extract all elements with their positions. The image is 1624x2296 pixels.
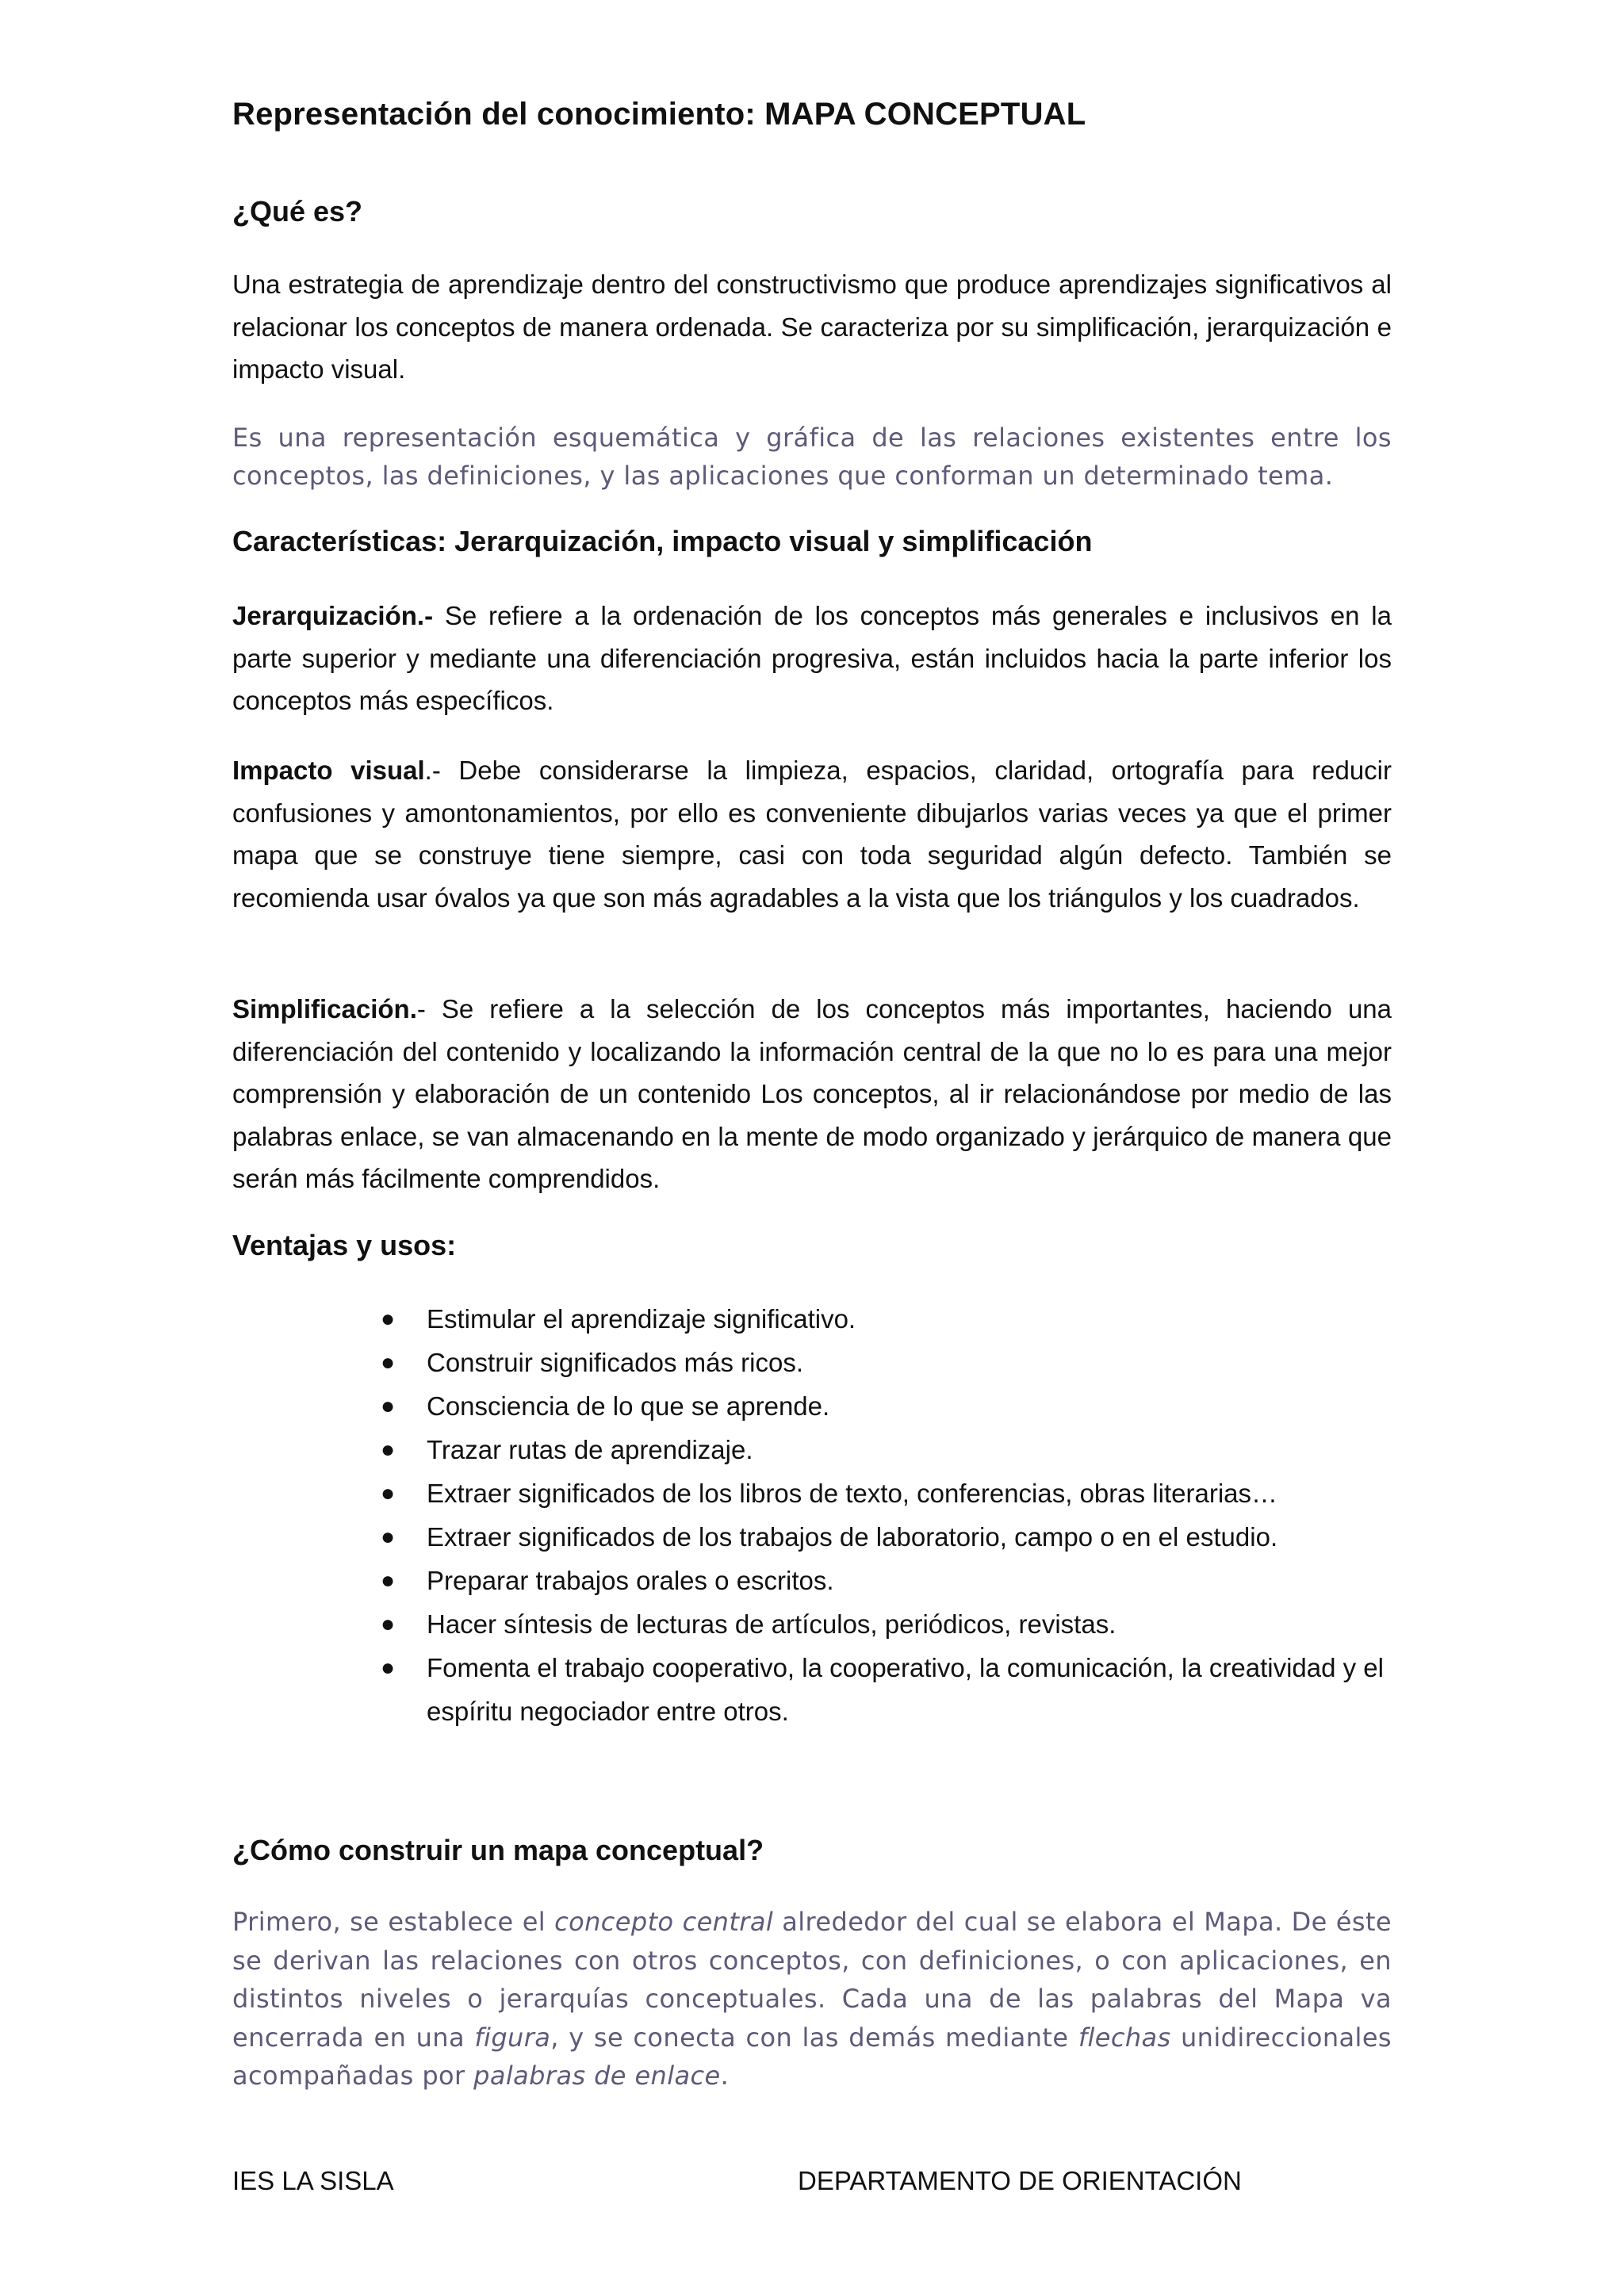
term-simplificacion: Simplificación. bbox=[232, 994, 417, 1024]
footer-department: DEPARTAMENTO DE ORIENTACIÓN bbox=[798, 2166, 1242, 2195]
paragraph-impacto-visual bbox=[232, 749, 1392, 919]
list-item: ● Estimular el aprendizaje significativo. bbox=[427, 1297, 1396, 1341]
paragraph-representation: Es una representación esquemática y gráfica de las relaciones existentes entre los conceptos, las definiciones, y las aplicaciones que conforman un determinado tema. bbox=[232, 423, 1392, 491]
list-item: ● Preparar trabajos orales o escritos. bbox=[427, 1559, 1396, 1602]
bullet-icon: ● bbox=[381, 1655, 396, 1681]
list-item: ● Hacer síntesis de lecturas de artículos, periódicos, revistas. bbox=[427, 1602, 1396, 1646]
list-item: ● Trazar rutas de aprendizaje. bbox=[427, 1428, 1396, 1471]
term-impacto-visual: Impacto visual bbox=[232, 756, 425, 785]
list-item: ● Extraer significados de los libros de texto, conferencias, obras literarias… bbox=[427, 1471, 1396, 1515]
bullet-icon: ● bbox=[381, 1524, 396, 1550]
paragraph-simplificacion bbox=[232, 988, 1392, 1200]
bullet-icon: ● bbox=[381, 1567, 396, 1594]
bullet-icon: ● bbox=[381, 1393, 396, 1419]
text-simplificacion: - Se refiere a la selección de los conceptos más importantes, haciendo una diferenciación del contenido y localizando la información central de la que no lo es para una mejor comprensión y elaboración de un contenido Los conceptos, al ir relacionándose por medio de las palabras enlace, se van almacenando en la mente de modo organizado y jerárquico de manera que serán más fácilmente comprendidos. bbox=[232, 994, 1392, 1193]
heading-que-es: ¿Qué es? bbox=[232, 195, 363, 228]
footer-school: IES LA SISLA bbox=[232, 2166, 394, 2195]
ventajas-list bbox=[381, 1297, 1396, 1733]
term-jerarquizacion: Jerarquización.- bbox=[232, 601, 434, 630]
text-jerarquizacion: Se refiere a la ordenación de los conceptos más generales e inclusivos en la parte superior y mediante una diferenciación progresiva, están incluidos hacia la parte inferior los conceptos más específicos. bbox=[232, 601, 1392, 715]
em-flechas: flechas bbox=[1078, 2022, 1171, 2053]
paragraph-como-construir: Primero, se establece el concepto central alrededor del cual se elabora el Mapa. De éste se derivan las relaciones con otros conceptos, con definiciones, o con aplicaciones, en distintos niveles o jerarquías conceptuales. Cada una de las palabras del Mapa va encerrada en una figura, y se conecta con las demás mediante flechas unidireccionales acompañadas por palabras de enlace. bbox=[232, 1907, 1392, 2091]
paragraph-definition: Una estrategia de aprendizaje dentro del constructivismo que produce aprendizajes significativos al relacionar los conceptos de manera ordenada. Se caracteriza por su simplificación, jerarquización e impacto visual. bbox=[232, 270, 1392, 384]
heading-como-construir: ¿Cómo construir un mapa conceptual? bbox=[232, 1834, 764, 1866]
text-impacto-visual: .- Debe considerarse la limpieza, espacios, claridad, ortografía para reducir confusiones y amontonamientos, por ello es conveniente dibujarlos varias veces ya que el primer mapa que se construye tiene siempre, casi con toda seguridad algún defecto. También se recomienda usar óvalos ya que son más agradables a la vista que los triángulos y los cuadrados. bbox=[232, 756, 1392, 913]
bullet-icon: ● bbox=[381, 1306, 396, 1332]
bullet-icon: ● bbox=[381, 1611, 396, 1637]
em-palabras-de-enlace: palabras de enlace bbox=[473, 2061, 721, 2091]
bullet-icon: ● bbox=[381, 1437, 396, 1463]
list-item: ● Fomenta el trabajo cooperativo, la cooperativo, la comunicación, la creatividad y el espíritu negociador entre otros. bbox=[427, 1646, 1396, 1733]
bullet-icon: ● bbox=[381, 1480, 396, 1506]
page-title: Representación del conocimiento: MAPA CONCEPTUAL bbox=[232, 97, 1086, 132]
em-figura: figura bbox=[474, 2022, 551, 2053]
heading-caracteristicas: Características: Jerarquización, impacto visual y simplificación bbox=[232, 525, 1093, 557]
em-concepto-central: concepto central bbox=[554, 1907, 774, 1937]
list-item: ● Consciencia de lo que se aprende. bbox=[427, 1384, 1396, 1428]
list-item: ● Construir significados más ricos. bbox=[427, 1341, 1396, 1384]
heading-ventajas: Ventajas y usos: bbox=[232, 1229, 457, 1261]
paragraph-jerarquizacion bbox=[232, 595, 1392, 722]
list-item: ● Extraer significados de los trabajos de laboratorio, campo o en el estudio. bbox=[427, 1515, 1396, 1559]
bullet-icon: ● bbox=[381, 1349, 396, 1376]
